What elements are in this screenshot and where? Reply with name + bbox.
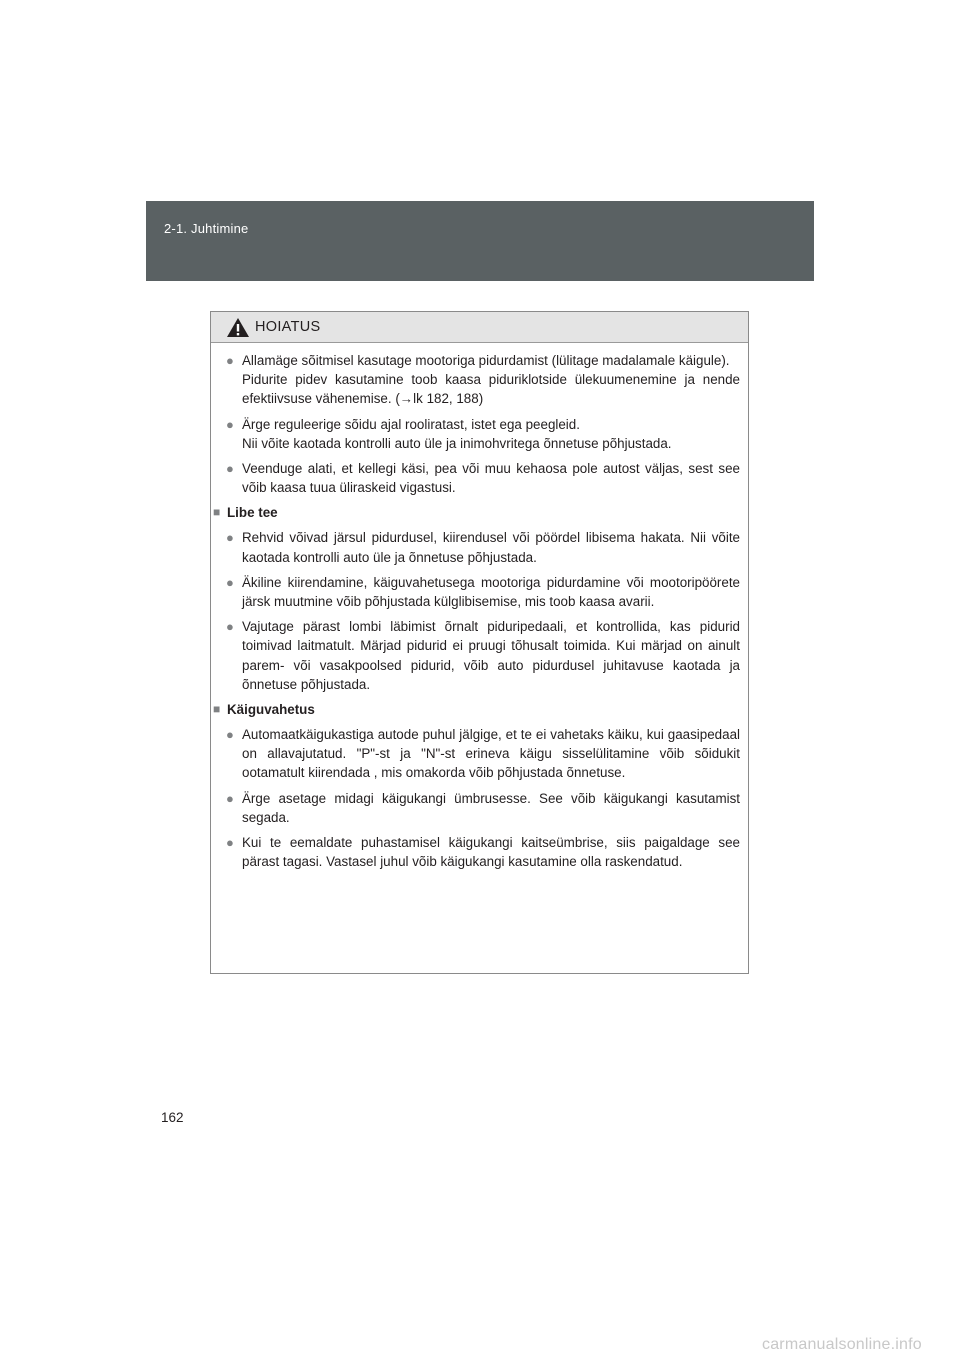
list-item-text: Ärge asetage midagi käigukangi ümbrusesse. See võib käigukangi kasutamist segada. <box>242 790 740 825</box>
list-item <box>211 789 740 827</box>
list-item <box>211 725 740 783</box>
list-item-text: Ärge reguleerige sõidu ajal rooliratast, istet ega peegleid. <box>242 416 580 432</box>
warning-body <box>211 343 748 871</box>
list-item <box>211 528 740 566</box>
bullet-dot-icon: ● <box>226 461 234 477</box>
list-item-text: Pidurite pidev kasutamine toob kaasa piduriklotside ülekuumenemine ja nende efektiivsuse vähenemise. (→lk 182, 188) <box>242 372 740 407</box>
list-item <box>211 617 740 694</box>
bullet-dot-icon: ● <box>226 619 234 635</box>
subsection-heading-text: Libe tee <box>227 505 278 521</box>
list-item-text: Kui te eemaldate puhastamisel käigukangi kaitseümbrise, siis paigaldage see pärast tagasi. Vastasel juhul võib käigukangi kasutamine olla raskendatud. <box>242 835 740 870</box>
list-item <box>211 351 740 409</box>
list-item-text: Vajutage pärast lombi läbimist õrnalt piduripedaali, et kontrollida, kas pidurid toimivad laitmatult. Märjad pidurid ei pruugi tõhusalt toimida. Kui märjad on ainult parem- või vasakpoolsed pidurid, võib auto pidurdusel juhitavuse kaotada ja õnnetuse põhjustada. <box>242 619 740 692</box>
watermark: carmanualsonline.info <box>762 1336 922 1353</box>
subsection-heading <box>211 503 740 522</box>
warning-box <box>210 311 749 974</box>
bullet-dot-icon: ● <box>226 727 234 743</box>
list-item-text: Rehvid võivad järsul pidurdusel, kiirendusel või pöördel libisema hakata. Nii võite kaotada kontrolli auto üle ja õnnetuse põhjustada. <box>242 530 740 565</box>
list-item-text: Allamäge sõitmisel kasutage mootoriga pidurdamist (lülitage madalamale käigule). <box>242 353 730 368</box>
section-header-band <box>146 201 814 281</box>
list-item <box>211 833 740 871</box>
subsection-heading-text: Käiguvahetus <box>227 702 315 718</box>
bullet-dot-icon: ● <box>226 835 234 851</box>
warning-title: HOIATUS <box>255 319 321 335</box>
bullet-dot-icon: ● <box>226 574 234 590</box>
list-item <box>211 573 740 611</box>
list-item-text: Automaatkäigukastiga autode puhul jälgige, et te ei vahetaks käiku, kui gaasipedaal on allavajutatud. "P"-st ja "N"-st erineva käigu sisselülitamine võib sõidukit ootamatult kiirendada , mis omakorda võib põhjustada õnnetuse. <box>242 727 740 781</box>
bullet-dot-icon: ● <box>226 790 234 806</box>
section-label: 2-1. Juhtimine <box>164 221 249 236</box>
list-item-text: Nii võite kaotada kontrolli auto üle ja inimohvritega õnnetuse põhjustada. <box>242 435 672 451</box>
list-item-text: Veenduge alati, et kellegi käsi, pea või muu kehaosa pole autost väljas, sest see võib kaasa tuua üliraskeid vigastusi. <box>242 461 740 496</box>
list-item <box>211 415 740 453</box>
subsection-heading <box>211 700 740 719</box>
bullet-dot-icon: ● <box>226 530 234 546</box>
square-bullet-icon: ■ <box>213 505 221 520</box>
square-bullet-icon: ■ <box>213 702 221 717</box>
warning-header <box>211 312 748 343</box>
warning-triangle-icon <box>226 317 250 338</box>
bullet-dot-icon: ● <box>226 416 234 432</box>
bullet-dot-icon: ● <box>226 353 234 368</box>
list-item-text: Äkiline kiirendamine, käiguvahetusega mootoriga pidurdamine või mootoripöörete järsk muutmine võib põhjustada külglibisemise, mis toob kaasa avarii. <box>242 574 740 610</box>
page-number: 162 <box>161 1110 184 1125</box>
list-item <box>211 459 740 497</box>
